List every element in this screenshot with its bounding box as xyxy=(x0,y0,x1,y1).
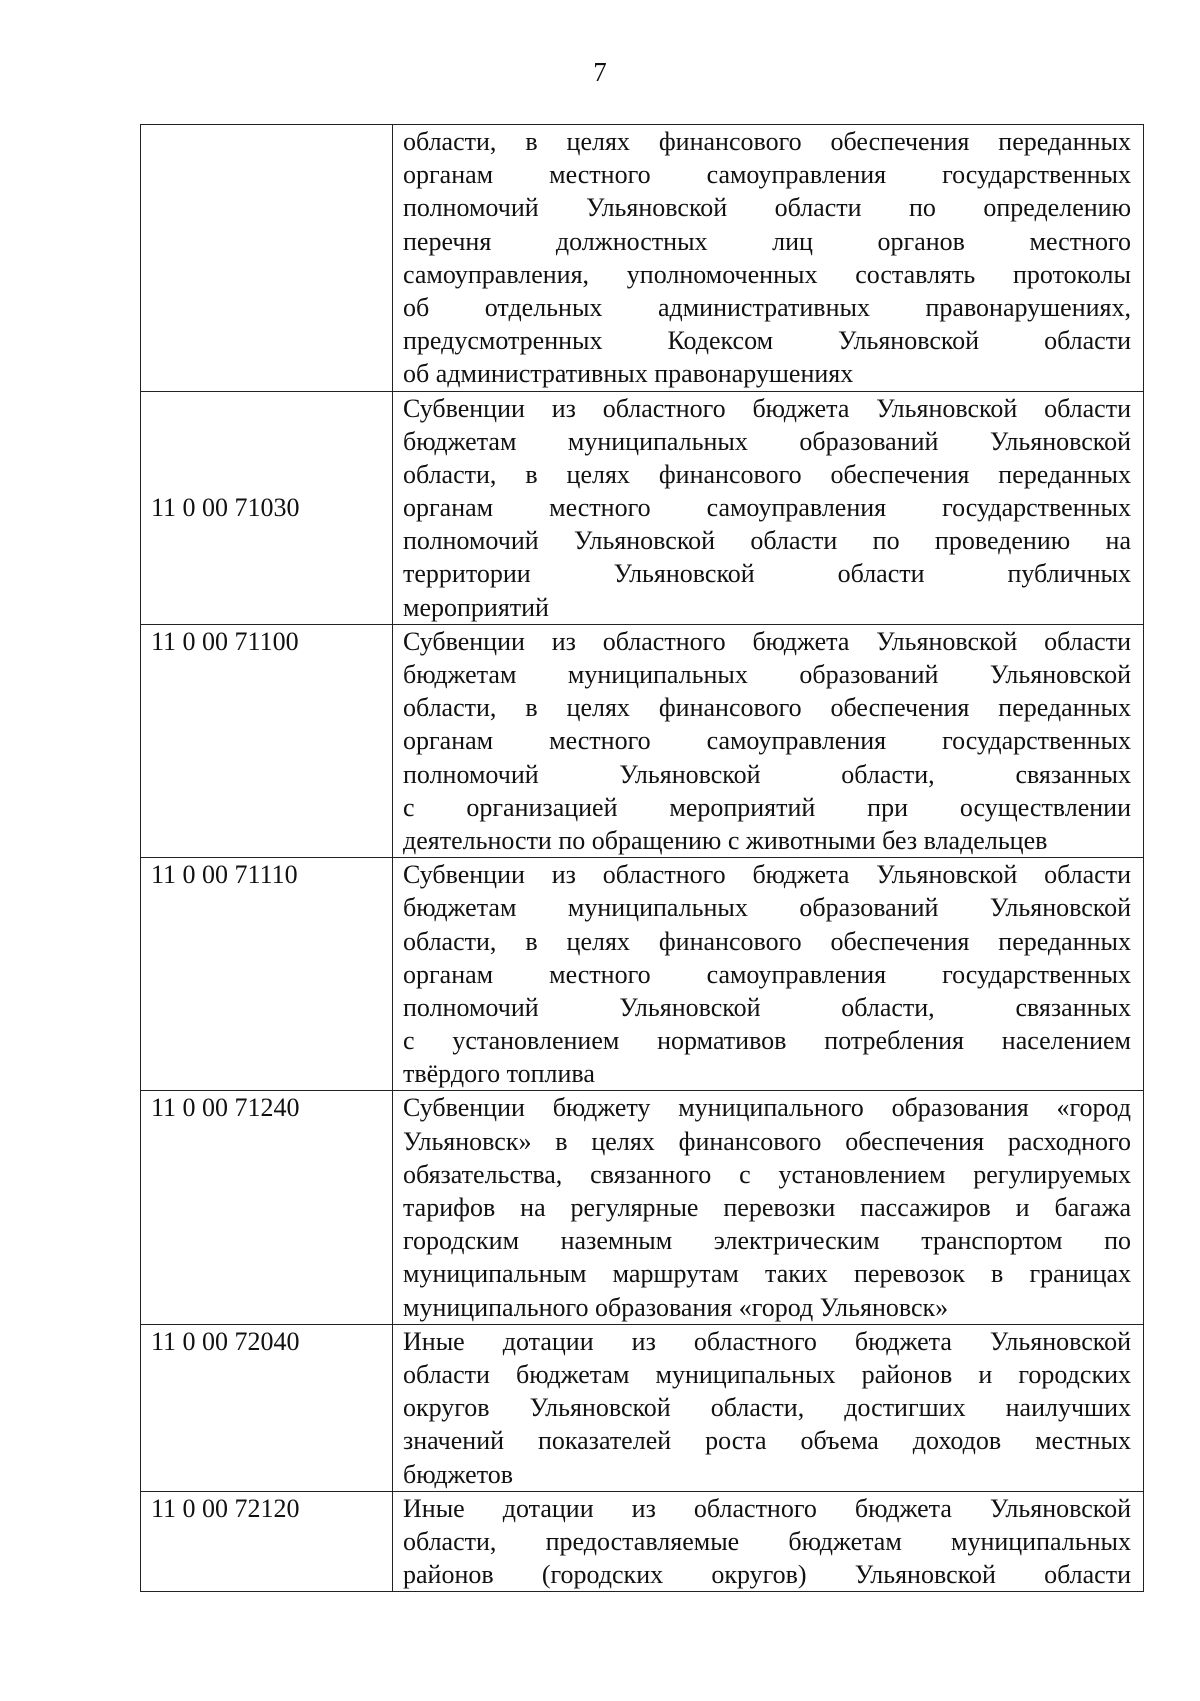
description-line: области, предоставляемые бюджетам муниципальных xyxy=(403,1526,1131,1556)
description-line: Ульяновск» в целях финансового обеспечения расходного xyxy=(403,1126,1131,1156)
description-line: Иные дотации из областного бюджета Ульяновской xyxy=(403,1493,1131,1523)
description-line: области, в целях финансового обеспечения переданных xyxy=(403,127,1131,156)
description-line: органам местного самоуправления государственных xyxy=(403,160,1131,190)
description-line: области, в целях финансового обеспечения переданных xyxy=(403,459,1131,489)
description-cell xyxy=(393,624,1144,857)
budget-code-cell: 11 0 00 71110 xyxy=(141,858,393,1091)
budget-codes-table xyxy=(140,124,1144,1592)
description-line: Субвенции из областного бюджета Ульяновской области xyxy=(403,393,1131,423)
description-line: муниципальным маршрутам таких перевозок в границах xyxy=(403,1259,1131,1289)
description-line: полномочий Ульяновской области по определению xyxy=(403,193,1131,223)
budget-code-cell xyxy=(141,125,393,392)
description-line: мероприятий xyxy=(403,592,549,622)
description-cell xyxy=(393,391,1144,624)
description-line: Субвенции из областного бюджета Ульяновской области xyxy=(403,860,1131,890)
table-row xyxy=(141,1491,1144,1592)
budget-code-cell: 11 0 00 72040 xyxy=(141,1324,393,1491)
table-row xyxy=(141,1324,1144,1491)
description-cell xyxy=(393,858,1144,1091)
description-cell xyxy=(393,1324,1144,1491)
description-line: об отдельных административных правонарушениях, xyxy=(403,292,1131,322)
budget-code-cell: 11 0 00 71030 xyxy=(141,391,393,624)
description-line: Субвенции бюджету муниципального образования «город xyxy=(403,1093,1131,1123)
description-line: органам местного самоуправления государственных xyxy=(403,493,1131,523)
description-line: тарифов на регулярные перевозки пассажиров и багажа xyxy=(403,1193,1131,1222)
description-line: городским наземным электрическим транспортом по xyxy=(403,1226,1131,1256)
description-line: об административных правонарушениях xyxy=(403,359,854,389)
description-line: области бюджетам муниципальных районов и городских xyxy=(403,1359,1131,1389)
description-line: Иные дотации из областного бюджета Ульяновской xyxy=(403,1326,1131,1356)
description-cell xyxy=(393,1091,1144,1324)
budget-code-cell: 11 0 00 72120 xyxy=(141,1491,393,1592)
description-line: с организацией мероприятий при осуществлении xyxy=(403,792,1131,822)
table-body xyxy=(141,125,1144,1592)
budget-code-cell: 11 0 00 71100 xyxy=(141,624,393,857)
description-line: самоуправления, уполномоченных составлять протоколы xyxy=(403,259,1131,289)
table-row xyxy=(141,125,1144,392)
table-row xyxy=(141,624,1144,857)
description-line: бюджетов xyxy=(403,1459,514,1489)
table-row xyxy=(141,1091,1144,1324)
description-line: предусмотренных Кодексом Ульяновской области xyxy=(403,326,1131,356)
description-cell xyxy=(393,125,1144,392)
description-line: бюджетам муниципальных образований Ульяновской xyxy=(403,426,1131,456)
description-line: территории Ульяновской области публичных xyxy=(403,559,1131,589)
budget-code-cell: 11 0 00 71240 xyxy=(141,1091,393,1324)
description-line: полномочий Ульяновской области, связанных xyxy=(403,759,1131,789)
description-line: муниципального образования «город Ульяновск» xyxy=(403,1292,949,1322)
description-line: Субвенции из областного бюджета Ульяновской области xyxy=(403,626,1131,656)
description-line: области, в целях финансового обеспечения переданных xyxy=(403,693,1131,723)
description-line: округов Ульяновской области, достигших наилучших xyxy=(403,1393,1131,1423)
description-line: бюджетам муниципальных образований Ульяновской xyxy=(403,660,1131,689)
table-row xyxy=(141,858,1144,1091)
description-line: бюджетам муниципальных образований Ульяновской xyxy=(403,893,1131,923)
description-line: области, в целях финансового обеспечения переданных xyxy=(403,926,1131,956)
description-line: районов (городских округов) Ульяновской области xyxy=(403,1560,1131,1590)
description-line: значений показателей роста объема доходов местных xyxy=(403,1426,1131,1456)
description-line: органам местного самоуправления государственных xyxy=(403,726,1131,756)
description-line: твёрдого топлива xyxy=(403,1059,595,1089)
description-line: полномочий Ульяновской области по проведению на xyxy=(403,526,1131,556)
description-line: с установлением нормативов потребления населением xyxy=(403,1026,1131,1056)
description-line: органам местного самоуправления государственных xyxy=(403,959,1131,989)
table-row xyxy=(141,391,1144,624)
description-cell xyxy=(393,1491,1144,1592)
description-line: деятельности по обращению с животными без владельцев xyxy=(403,825,1048,855)
description-line: полномочий Ульяновской области, связанных xyxy=(403,992,1131,1022)
description-line: обязательства, связанного с установлением регулируемых xyxy=(403,1159,1131,1189)
page-number: 7 xyxy=(593,57,607,87)
description-line: перечня должностных лиц органов местного xyxy=(403,226,1131,256)
